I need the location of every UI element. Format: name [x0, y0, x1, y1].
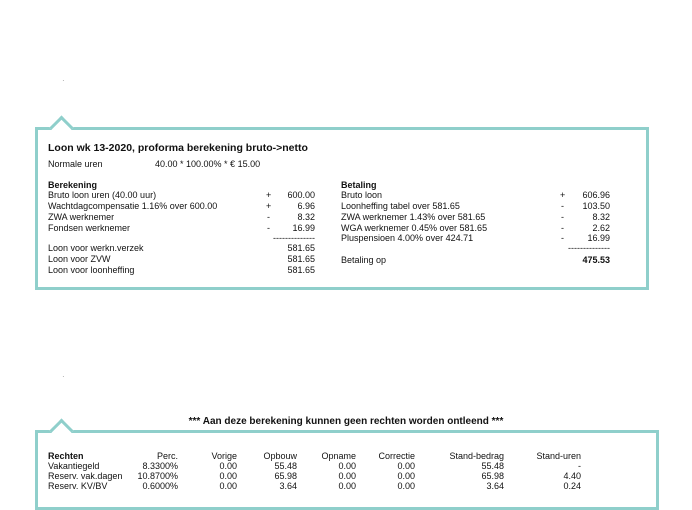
betaling-divider: --------------	[568, 243, 610, 253]
cell-stand-bedrag: 55.48	[481, 461, 504, 471]
betaling-heading: Betaling	[341, 180, 377, 190]
cell-correctie: 0.00	[397, 461, 415, 471]
base-amount: 581.65	[287, 265, 315, 275]
row-sign: +	[266, 190, 272, 200]
cell-rechten: Reserv. KV/BV	[48, 481, 108, 491]
row-sign: +	[266, 201, 272, 211]
berekening-divider: --------------	[273, 233, 315, 243]
col-header-stand-bedrag: Stand-bedrag	[449, 451, 504, 461]
payslip-calculation-card	[35, 127, 649, 290]
betaling-total-amount: 475.53	[582, 255, 610, 265]
row-label: Bruto loon	[341, 190, 383, 200]
hours-value: 40.00 * 100.00% * € 15.00	[155, 159, 261, 169]
row-amount: 2.62	[592, 223, 610, 233]
col-header-vorige: Vorige	[211, 451, 237, 461]
row-label: ZWA werknemer	[48, 212, 115, 222]
base-amount: 581.65	[287, 243, 315, 253]
row-amount: 16.99	[587, 233, 610, 243]
cell-perc: 10.8700%	[137, 471, 178, 481]
row-amount: 6.96	[297, 201, 315, 211]
cell-perc: 8.3300%	[142, 461, 178, 471]
cell-opname: 0.00	[338, 461, 356, 471]
row-label: Wachtdagcompensatie 1.16% over 600.00	[48, 201, 218, 211]
scan-speck: ·	[62, 76, 65, 85]
cell-vorige: 0.00	[219, 461, 237, 471]
betaling-total-label: Betaling op	[341, 255, 387, 265]
cell-rechten: Vakantiegeld	[48, 461, 100, 471]
row-amount: 8.32	[592, 212, 610, 222]
col-header-stand-uren: Stand-uren	[536, 451, 581, 461]
disclaimer: *** Aan deze berekening kunnen geen rechten worden ontleend ***	[188, 416, 504, 427]
cell-stand-uren: -	[578, 461, 581, 471]
cell-opname: 0.00	[338, 481, 356, 491]
cell-correctie: 0.00	[397, 471, 415, 481]
row-sign: -	[561, 201, 564, 211]
berekening-heading: Berekening	[48, 180, 98, 190]
base-label: Loon voor ZVW	[48, 254, 111, 264]
cell-opbouw: 3.64	[279, 481, 297, 491]
row-label: ZWA werknemer 1.43% over 581.65	[341, 212, 486, 222]
cell-opname: 0.00	[338, 471, 356, 481]
hours-label: Normale uren	[48, 159, 103, 169]
col-header-opbouw: Opbouw	[263, 451, 297, 461]
cell-correctie: 0.00	[397, 481, 415, 491]
cell-opbouw: 65.98	[274, 471, 297, 481]
base-label: Loon voor loonheffing	[48, 265, 135, 275]
row-label: WGA werknemer 0.45% over 581.65	[341, 223, 488, 233]
row-amount: 16.99	[292, 223, 315, 233]
cell-stand-uren: 4.40	[563, 471, 581, 481]
rechten-card	[35, 430, 659, 510]
base-amount: 581.65	[287, 254, 315, 264]
base-label: Loon voor werkn.verzek	[48, 243, 144, 253]
cell-stand-bedrag: 3.64	[486, 481, 504, 491]
col-header-correctie: Correctie	[378, 451, 415, 461]
row-sign: -	[561, 223, 564, 233]
cell-opbouw: 55.48	[274, 461, 297, 471]
row-sign: +	[560, 190, 566, 200]
row-label: Bruto loon uren (40.00 uur)	[48, 190, 157, 200]
row-amount: 103.50	[582, 201, 610, 211]
cell-stand-uren: 0.24	[563, 481, 581, 491]
row-amount: 8.32	[297, 212, 315, 222]
row-sign: -	[561, 212, 564, 222]
col-header-perc: Perc.	[156, 451, 178, 461]
page-title: Loon wk 13-2020, proforma berekening bruto->netto	[48, 142, 308, 154]
row-sign: -	[267, 223, 270, 233]
row-amount: 600.00	[287, 190, 315, 200]
cell-rechten: Reserv. vak.dagen	[48, 471, 123, 481]
row-sign: -	[561, 233, 564, 243]
row-label: Loonheffing tabel over 581.65	[341, 201, 460, 211]
row-amount: 606.96	[582, 190, 610, 200]
row-label: Pluspensioen 4.00% over 424.71	[341, 233, 474, 243]
cell-vorige: 0.00	[219, 481, 237, 491]
row-sign: -	[267, 212, 270, 222]
row-label: Fondsen werknemer	[48, 223, 131, 233]
cell-vorige: 0.00	[219, 471, 237, 481]
card-notch	[49, 115, 73, 139]
col-header-opname: Opname	[321, 451, 356, 461]
cell-perc: 0.6000%	[142, 481, 178, 491]
cell-stand-bedrag: 65.98	[481, 471, 504, 481]
scan-speck: ·	[62, 372, 65, 381]
col-header-rechten: Rechten	[48, 451, 84, 461]
